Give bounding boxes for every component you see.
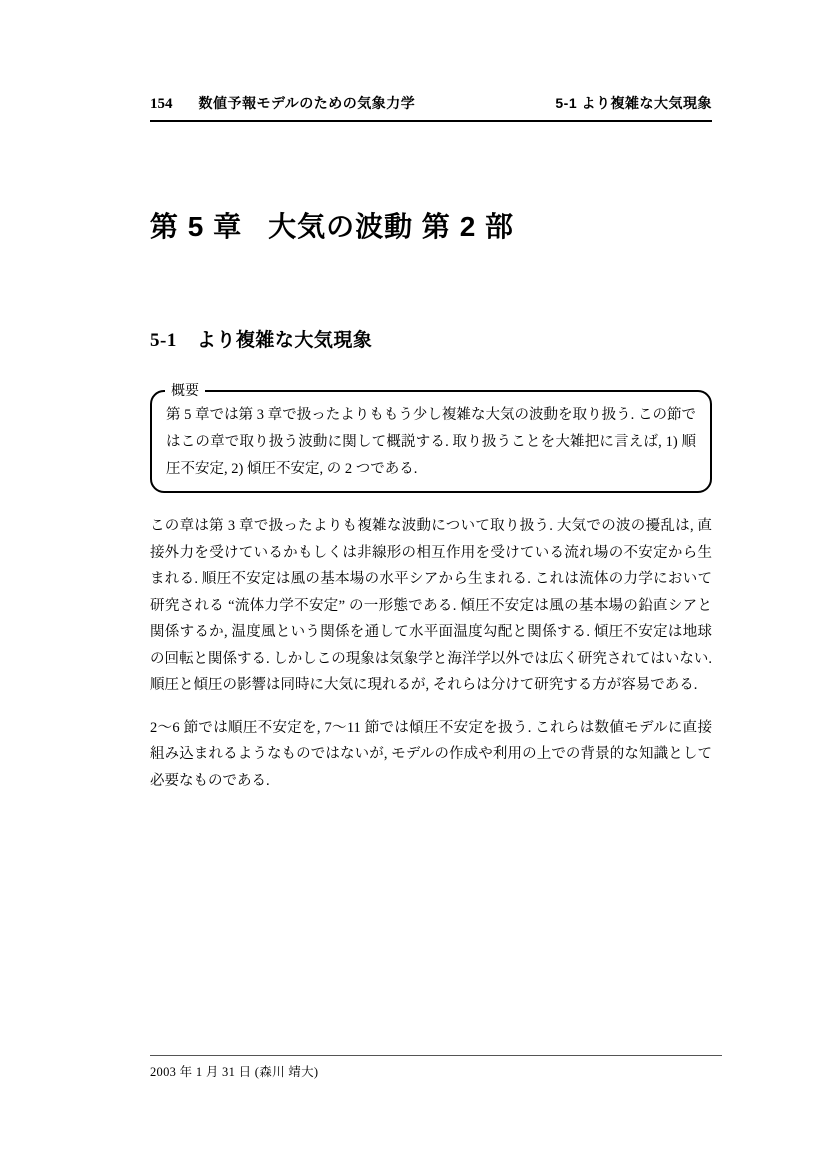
chapter-title: 大気の波動 第 2 部 bbox=[268, 211, 515, 242]
section-title: より複雑な大気現象 bbox=[196, 329, 373, 351]
summary-box bbox=[150, 384, 712, 493]
summary-box-text: 第 5 章では第 3 章で扱ったよりももう少し複雑な大気の波動を取り扱う. この節ではこの章で取り扱う波動に関して概説する. 取り扱うことを大雑把に言えば, 1) 順圧不安定, 2) 傾圧不安定, の 2 つである. bbox=[166, 407, 696, 478]
summary-box-label: 概要 bbox=[165, 382, 205, 401]
page-header bbox=[150, 93, 712, 122]
section-heading bbox=[150, 330, 712, 353]
content-column bbox=[150, 210, 712, 810]
header-left bbox=[150, 93, 415, 113]
body-paragraph-1: この章は第 3 章で扱ったよりも複雑な波動について取り扱う. 大気での波の擾乱は, 直接外力を受けているかもしくは非線形の相互作用を受けている流れ場の不安定から生まれる. 順圧不安定は風の基本場の水平シアから生まれる. これは流体の力学において研究される “流体力学不安定” の一形態である. 傾圧不安定は風の基本場の鉛直シアと関係するか, 温度風という関係を通して水平面温度勾配と関係する. 傾圧不安定は地球の回転と関係する. しかしこの現象は気象学と海洋学以外では広く研究されてはいない. 順圧と傾圧の影響は同時に大気に現れるが, それらは分けて研究する方が容易である. bbox=[150, 518, 712, 694]
document-title: 数値予報モデルのための気象力学 bbox=[198, 95, 416, 111]
footer-date-author: 2003 年 1 月 31 日 (森川 靖大) bbox=[150, 1065, 319, 1079]
body-paragraph-2: 2〜6 節では順圧不安定を, 7〜11 節では傾圧不安定を扱う. これらは数値モデルに直接組み込まれるようなものではないが, モデルの作成や利用の上での背景的な知識として必要なものである. bbox=[150, 719, 712, 789]
page-footer bbox=[150, 1055, 722, 1080]
page-number: 154 bbox=[150, 96, 173, 112]
section-number: 5-1 bbox=[150, 329, 177, 351]
chapter-number: 第 5 章 bbox=[150, 211, 243, 242]
header-section-ref: 5-1 より複雑な大気現象 bbox=[555, 95, 712, 111]
chapter-heading bbox=[150, 210, 712, 244]
